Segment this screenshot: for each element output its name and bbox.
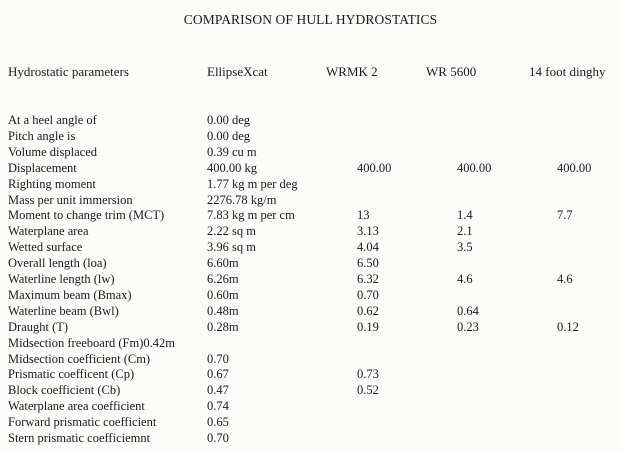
header-wr5600: WR 5600 <box>426 64 477 79</box>
row-parameter-label: Wetted surface <box>8 240 83 255</box>
row-ellipsexcat-value: 3.96 sq m <box>207 240 256 255</box>
row-parameter-label: Stern prismatic coefficiemnt <box>8 431 151 445</box>
row-parameter-label: Prismatic coefficent (Cp) <box>8 367 135 382</box>
row-dinghy-value: 400.00 <box>557 160 592 175</box>
row-ellipsexcat-value: 1.77 kg m per deg <box>207 176 298 191</box>
table-row <box>0 223 621 239</box>
header-14-foot-dinghy: 14 foot dinghy <box>529 64 606 79</box>
header-parameter: Hydrostatic parameters <box>8 64 129 79</box>
header-wrmk2: WRMK 2 <box>326 64 378 79</box>
row-ellipsexcat-value: 0.74 <box>207 399 229 414</box>
row-ellipsexcat-value: 7.83 kg m per cm <box>207 208 295 223</box>
row-ellipsexcat-value: 0.70 <box>207 431 229 445</box>
table-row <box>0 303 621 319</box>
table-row <box>0 160 621 176</box>
row-wrmk2-value: 13 <box>357 208 370 223</box>
row-parameter-label: Midsection coefficient (Cm) <box>8 351 151 366</box>
row-parameter-label: Waterplane area coefficient <box>8 399 145 414</box>
row-parameter-label: Waterplane area <box>8 224 89 239</box>
row-parameter-label: Waterline length (lw) <box>8 272 115 286</box>
table-row <box>0 351 621 367</box>
row-wr5600-value: 2.1 <box>457 224 473 239</box>
table-row <box>0 239 621 255</box>
table-row <box>0 144 621 160</box>
table-row <box>0 335 621 351</box>
row-parameter-label: Overall length (loa) <box>8 256 107 271</box>
row-ellipsexcat-value: 0.67 <box>207 367 229 382</box>
row-ellipsexcat-value: 0.70 <box>207 351 229 366</box>
row-wr5600-value: 4.6 <box>457 272 473 286</box>
row-dinghy-value: 0.12 <box>557 319 579 334</box>
row-parameter-label: Block coefficient (Cb) <box>8 383 121 398</box>
table-row <box>0 366 621 382</box>
table-row <box>0 112 621 128</box>
row-ellipsexcat-value: 0.65 <box>207 415 229 430</box>
row-ellipsexcat-value: 6.26m <box>207 272 239 286</box>
row-parameter-label: Moment to change trim (MCT) <box>8 208 165 223</box>
row-ellipsexcat-value: 0.48m <box>207 303 239 318</box>
row-wrmk2-value: 6.50 <box>357 256 379 271</box>
row-wrmk2-value: 6.32 <box>357 272 379 286</box>
row-ellipsexcat-value: 0.00 deg <box>207 128 251 143</box>
table-row <box>0 414 621 430</box>
row-dinghy-value: 4.6 <box>557 272 573 286</box>
row-parameter-label: Forward prismatic coefficient <box>8 415 157 430</box>
row-wr5600-value: 3.5 <box>457 240 473 255</box>
row-parameter-label: Pitch angle is <box>8 128 76 143</box>
row-parameter-label: Righting moment <box>8 176 96 191</box>
row-wrmk2-value: 3.13 <box>357 224 379 239</box>
row-ellipsexcat-value: 2.22 sq m <box>207 224 256 239</box>
row-ellipsexcat-value: 0.00 deg <box>207 113 251 127</box>
row-ellipsexcat-value: 0.39 cu m <box>207 144 257 159</box>
row-ellipsexcat-value: 0.28m <box>207 319 239 334</box>
row-parameter-label: Draught (T) <box>8 319 69 334</box>
row-wr5600-value: 400.00 <box>457 160 492 175</box>
row-parameter-label: Displacement <box>8 160 77 175</box>
table-row <box>0 128 621 144</box>
row-parameter-label: Midsection freeboard (Fm)0.42m <box>8 335 175 350</box>
table-row <box>0 430 621 446</box>
row-parameter-label: Volume displaced <box>8 144 97 159</box>
row-ellipsexcat-value: 0.60m <box>207 287 239 302</box>
table-row <box>0 255 621 271</box>
row-wr5600-value: 0.64 <box>457 303 479 318</box>
row-wrmk2-value: 400.00 <box>357 160 392 175</box>
table-row <box>0 382 621 398</box>
row-wrmk2-value: 0.19 <box>357 319 379 334</box>
row-wrmk2-value: 4.04 <box>357 240 379 255</box>
row-dinghy-value: 7.7 <box>557 208 573 223</box>
row-wrmk2-value: 0.70 <box>357 287 379 302</box>
row-wrmk2-value: 0.52 <box>357 383 379 398</box>
row-wr5600-value: 0.23 <box>457 319 479 334</box>
header-ellipsexcat: EllipseXcat <box>207 64 268 79</box>
row-wrmk2-value: 0.62 <box>357 303 379 318</box>
row-ellipsexcat-value: 400.00 kg <box>207 160 257 175</box>
table-row <box>0 319 621 335</box>
table-row <box>0 207 621 223</box>
table-row <box>0 176 621 192</box>
row-ellipsexcat-value: 2276.78 kg/m <box>207 192 277 207</box>
row-parameter-label: Mass per unit immersion <box>8 192 133 207</box>
row-wr5600-value: 1.4 <box>457 208 473 223</box>
row-parameter-label: Maximum beam (Bmax) <box>8 287 132 302</box>
row-ellipsexcat-value: 0.47 <box>207 383 229 398</box>
row-wrmk2-value: 0.73 <box>357 367 379 382</box>
table-row <box>0 398 621 414</box>
row-parameter-label: Waterline beam (Bwl) <box>8 303 119 318</box>
table-row <box>0 287 621 303</box>
row-parameter-label: At a heel angle of <box>8 113 97 127</box>
table-row <box>0 271 621 287</box>
document-title: COMPARISON OF HULL HYDROSTATICS <box>183 12 438 27</box>
row-ellipsexcat-value: 6.60m <box>207 256 239 271</box>
table-row <box>0 192 621 208</box>
